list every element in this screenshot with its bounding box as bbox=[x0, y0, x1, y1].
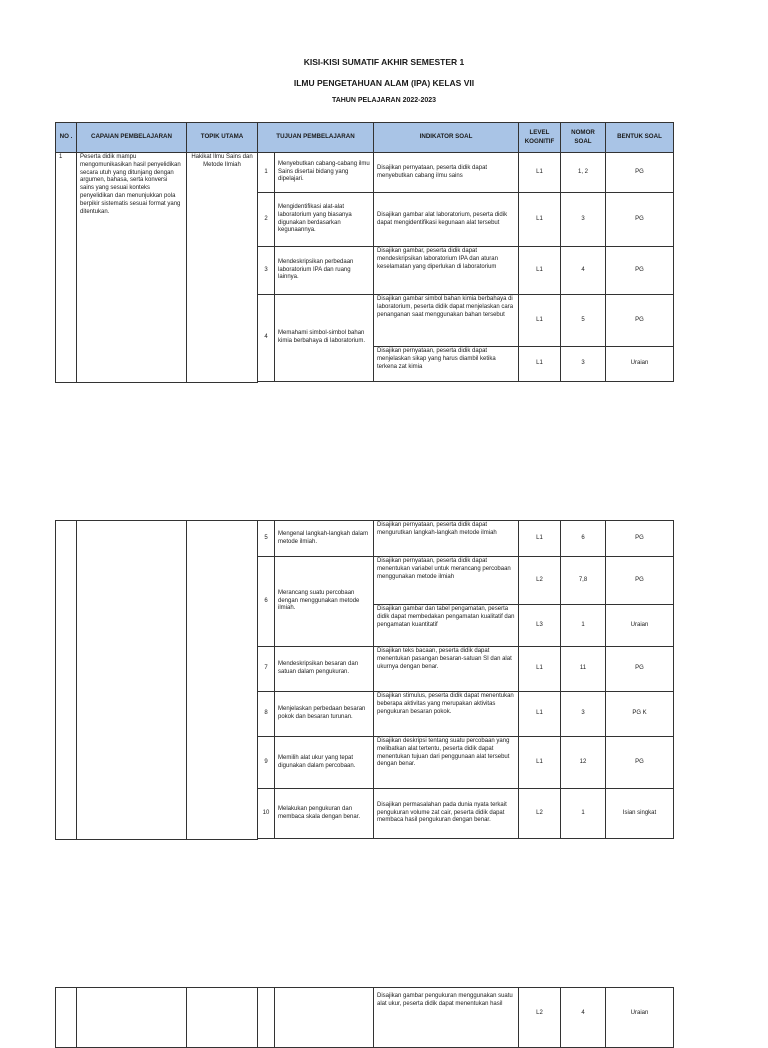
document-subtitle: ILMU PENGETAHUAN ALAM (IPA) KELAS VII bbox=[293, 78, 475, 88]
cell-tujuan: Mengidentifikasi alat-alat laboratorium yang biasanya digunakan berdasarkan kegunaannya. bbox=[275, 193, 374, 247]
cell-level: L2 bbox=[519, 789, 561, 839]
cell-indikator: Disajikan gambar dan tabel pengamatan, peserta didik dapat membedakan pengamatan kualitatif dan pengamatan kuantitatif bbox=[374, 605, 519, 647]
col-nomor: NOMOR SOAL bbox=[561, 123, 606, 153]
cell-tujuan: Mendeskripsikan besaran dan satuan dalam pengukuran. bbox=[275, 647, 374, 692]
cell-tp-no: 2 bbox=[258, 193, 275, 247]
col-tujuan: TUJUAN PEMBELAJARAN bbox=[258, 123, 374, 153]
cell-tujuan: Mengenal langkah-langkah dalam metode ilmiah. bbox=[275, 521, 374, 557]
cell-tujuan: Merancang suatu percobaan dengan menggunakan metode ilmiah. bbox=[275, 557, 374, 647]
cell-topik bbox=[187, 521, 258, 840]
cell-bentuk: PG bbox=[606, 153, 674, 193]
cell-tp-no: 10 bbox=[258, 789, 275, 839]
cell-bentuk: PG bbox=[606, 647, 674, 692]
cell-tp-no bbox=[258, 988, 275, 1048]
cell-bentuk: PG bbox=[606, 295, 674, 347]
cell-indikator: Disajikan teks bacaan, peserta didik dapat menentukan pasangan besaran-satuan SI dan alat ukurnya dengan benar. bbox=[374, 647, 519, 692]
cell-bentuk: Uraian bbox=[606, 988, 674, 1048]
document-title: KISI-KISI SUMATIF AKHIR SEMESTER 1 bbox=[303, 57, 465, 67]
cell-level: L1 bbox=[519, 692, 561, 737]
cell-tp-no: 3 bbox=[258, 247, 275, 295]
cell-tp-no: 1 bbox=[258, 153, 275, 193]
cell-nomor: 1 bbox=[561, 789, 606, 839]
cell-tp-no: 4 bbox=[258, 295, 275, 382]
table-row bbox=[56, 988, 674, 1048]
cell-tujuan: Memahami simbol-simbol bahan kimia berbahaya di laboratorium. bbox=[275, 295, 374, 382]
cell-indikator: Disajikan pernyataan, peserta didik dapat menentukan variabel untuk merancang percobaan menggunakan metode ilmiah bbox=[374, 557, 519, 605]
cell-topik: Hakikat Ilmu Sains dan Metode Ilmiah bbox=[187, 153, 258, 383]
cell-level: L3 bbox=[519, 605, 561, 647]
cell-capaian: Peserta didik mampu mengomunikasikan hasil penyelidikan secara utuh yang ditunjang dengan argumen, bahasa, serta konversi sains yang sesuai konteks penyelidikan dan menunjukkan pola berpikir sistematis sesuai format yang ditentukan. bbox=[77, 153, 187, 383]
cell-bentuk: Uraian bbox=[606, 605, 674, 647]
cell-indikator: Disajikan gambar pengukuran menggunakan suatu alat ukur, peserta didik dapat menentukan hasil bbox=[374, 988, 519, 1048]
cell-tp-no: 9 bbox=[258, 737, 275, 789]
cell-nomor: 5 bbox=[561, 295, 606, 347]
cell-nomor: 3 bbox=[561, 692, 606, 737]
cell-tujuan: Menyebutkan cabang-cabang ilmu Sains disertai bidang yang dipelajari. bbox=[275, 153, 374, 193]
cell-capaian bbox=[77, 521, 187, 840]
cell-bentuk: PG bbox=[606, 557, 674, 605]
cell-level: L1 bbox=[519, 247, 561, 295]
table-row bbox=[56, 153, 674, 193]
cell-no bbox=[56, 521, 77, 840]
cell-tp-no: 7 bbox=[258, 647, 275, 692]
col-bentuk: BENTUK SOAL bbox=[606, 123, 674, 153]
cell-nomor: 4 bbox=[561, 247, 606, 295]
cell-bentuk: Isian singkat bbox=[606, 789, 674, 839]
cell-tujuan bbox=[275, 988, 374, 1048]
cell-tujuan: Menjelaskan perbedaan besaran pokok dan besaran turunan. bbox=[275, 692, 374, 737]
cell-capaian bbox=[77, 988, 187, 1048]
cell-indikator: Disajikan permasalahan pada dunia nyata terkait pengukuran volume zat cair, peserta didik dapat membaca hasil pengukuran dengan benar. bbox=[374, 789, 519, 839]
academic-year: TAHUN PELAJARAN 2022-2023 bbox=[331, 97, 437, 104]
cell-indikator: Disajikan gambar simbol bahan kimia berbahaya di laboratorium, peserta didik dapat menjelaskan cara penanganan saat menggunakan bahan tersebut bbox=[374, 295, 519, 347]
cell-nomor: 11 bbox=[561, 647, 606, 692]
cell-nomor: 3 bbox=[561, 193, 606, 247]
cell-tp-no: 8 bbox=[258, 692, 275, 737]
cell-indikator: Disajikan pernyataan, peserta didik dapat mengurutkan langkah-langkah metode ilmiah bbox=[374, 521, 519, 557]
cell-bentuk: PG K bbox=[606, 692, 674, 737]
cell-indikator: Disajikan pernyataan, peserta didik dapat menyebutkan cabang ilmu sains bbox=[374, 153, 519, 193]
cell-indikator: Disajikan deskripsi tentang suatu percobaan yang melibatkan alat tertentu, peserta didik dapat menentukan tujuan dari penggunaan alat tersebut dengan benar. bbox=[374, 737, 519, 789]
cell-nomor: 3 bbox=[561, 347, 606, 382]
cell-bentuk: PG bbox=[606, 193, 674, 247]
cell-level: L1 bbox=[519, 193, 561, 247]
col-topik: TOPIK UTAMA bbox=[187, 123, 258, 153]
cell-indikator: Disajikan gambar alat laboratorium, peserta didik dapat mengidentifikasi kegunaan alat tersebut bbox=[374, 193, 519, 247]
cell-indikator: Disajikan stimulus, peserta didik dapat menentukan beberapa aktivitas yang merupakan aktivitas pengukuran besaran pokok. bbox=[374, 692, 519, 737]
kisi-kisi-table-2 bbox=[55, 520, 674, 840]
cell-nomor: 12 bbox=[561, 737, 606, 789]
cell-topik bbox=[187, 988, 258, 1048]
cell-level: L1 bbox=[519, 521, 561, 557]
cell-tujuan: Melakukan pengukuran dan membaca skala dengan benar. bbox=[275, 789, 374, 839]
cell-level: L2 bbox=[519, 988, 561, 1048]
cell-tujuan: Memilih alat ukur yang tepat digunakan dalam percobaan. bbox=[275, 737, 374, 789]
cell-bentuk: PG bbox=[606, 247, 674, 295]
cell-indikator: Disajikan gambar, peserta didik dapat mendeskripsikan laboratorium IPA dan aturan keselamatan yang diperlukan di laboratorium bbox=[374, 247, 519, 295]
table-header-row bbox=[56, 123, 674, 153]
cell-level: L2 bbox=[519, 557, 561, 605]
cell-no bbox=[56, 988, 77, 1048]
cell-nomor: 7,8 bbox=[561, 557, 606, 605]
cell-tujuan: Mendeskripsikan perbedaan laboratorium IPA dan ruang lainnya. bbox=[275, 247, 374, 295]
kisi-kisi-table-1 bbox=[55, 122, 674, 383]
cell-tp-no: 5 bbox=[258, 521, 275, 557]
cell-no: 1 bbox=[56, 153, 77, 383]
cell-level: L1 bbox=[519, 153, 561, 193]
cell-level: L1 bbox=[519, 295, 561, 347]
cell-level: L1 bbox=[519, 647, 561, 692]
table-row bbox=[56, 521, 674, 557]
col-level: LEVEL KOGNITIF bbox=[519, 123, 561, 153]
cell-bentuk: PG bbox=[606, 521, 674, 557]
col-indikator: INDIKATOR SOAL bbox=[374, 123, 519, 153]
cell-bentuk: PG bbox=[606, 737, 674, 789]
col-capaian: CAPAIAN PEMBELAJARAN bbox=[77, 123, 187, 153]
col-no: NO . bbox=[56, 123, 77, 153]
cell-tp-no: 6 bbox=[258, 557, 275, 647]
cell-nomor: 4 bbox=[561, 988, 606, 1048]
cell-nomor: 1 bbox=[561, 605, 606, 647]
kisi-kisi-table-3 bbox=[55, 987, 674, 1048]
cell-nomor: 6 bbox=[561, 521, 606, 557]
cell-bentuk: Uraian bbox=[606, 347, 674, 382]
cell-indikator: Disajikan pernyataan, peserta didik dapat menjelaskan sikap yang harus diambil ketika terkena zat kimia bbox=[374, 347, 519, 382]
cell-level: L1 bbox=[519, 347, 561, 382]
cell-nomor: 1, 2 bbox=[561, 153, 606, 193]
cell-level: L1 bbox=[519, 737, 561, 789]
